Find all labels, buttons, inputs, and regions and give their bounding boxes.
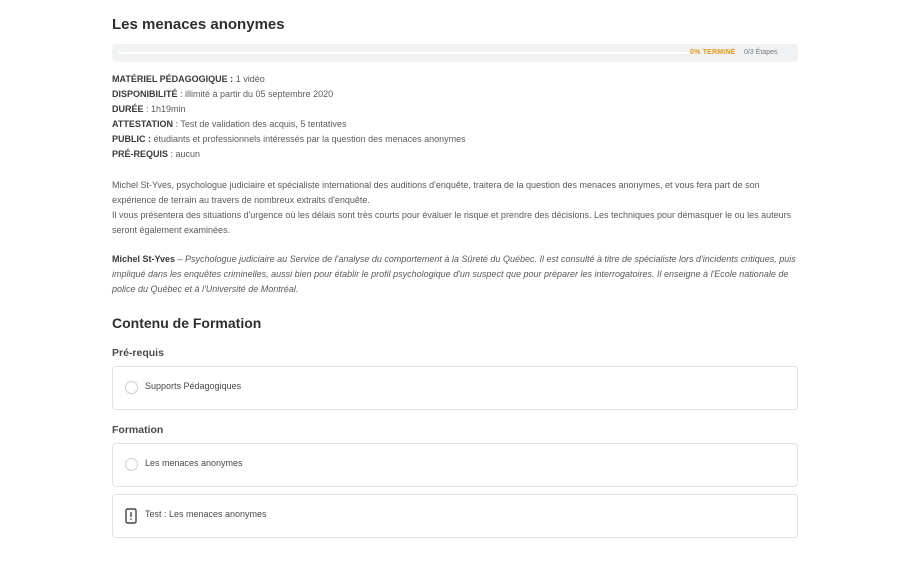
meta-value: : 1h19min	[143, 104, 186, 114]
meta-key: MATÉRIEL PÉDAGOGIQUE :	[112, 74, 234, 84]
quiz-icon	[125, 508, 137, 524]
progress-steps: 0/3 Étapes	[744, 49, 778, 56]
instructor-bio	[112, 252, 802, 297]
meta-value: 1 vidéo	[233, 74, 265, 84]
meta-value: : aucun	[168, 149, 201, 159]
meta-key: ATTESTATION	[112, 119, 173, 129]
meta-row-duration	[112, 102, 466, 117]
circle-status-icon	[125, 381, 138, 394]
meta-value: étudiants et professionnels intéressés par la question des menaces anonymes	[151, 134, 466, 144]
meta-key: DURÉE	[112, 104, 144, 114]
lesson-label: Les menaces anonymes	[145, 458, 243, 468]
lesson-label: Supports Pédagogiques	[145, 381, 242, 391]
meta-key: PUBLIC :	[112, 134, 151, 144]
meta-key: PRÉ-REQUIS	[112, 149, 169, 159]
progress-status: 0% TERMINÉ	[690, 49, 736, 56]
quiz-item[interactable]	[112, 494, 798, 538]
section-title-training: Formation	[112, 424, 164, 436]
course-title: Les menaces anonymes	[112, 16, 285, 33]
meta-row-audience	[112, 132, 466, 147]
meta-value: : illimité à partir du 05 septembre 2020	[177, 89, 334, 99]
meta-row-availability	[112, 87, 466, 102]
meta-key: DISPONIBILITÉ	[112, 89, 178, 99]
lesson-item[interactable]	[112, 443, 798, 487]
section-title-prerequisites: Pré-requis	[112, 347, 164, 359]
instructor-name: Michel St-Yves	[112, 254, 176, 264]
progress-track	[118, 52, 688, 54]
course-meta	[112, 72, 466, 162]
content-heading: Contenu de Formation	[112, 315, 262, 331]
description-paragraph-1: Michel St-Yves, psychologue judiciaire et spécialiste international des auditions d'enquête, traitera de la question des menaces anonymes, et vous fera part de son expérience de terrain au travers de nombreux extraits d'enquête.	[112, 180, 760, 205]
course-description	[112, 178, 802, 238]
meta-row-certificate	[112, 117, 466, 132]
lesson-label: Test : Les menaces anonymes	[145, 509, 267, 519]
instructor-description: – Psychologue judiciaire au Service de l'analyse du comportement à la Sûreté du Québec. Il est consulté à titre de spécialiste lors d'incidents critiques, puis impliqué dans les enquêtes criminelles, aussi bien pour établir le profil psychologique d'un suspect que pour préparer les interrogatoires. Il enseigne à l'Ecole nationale de police du Québec et à l'Université de Montréal.	[112, 254, 796, 294]
meta-row-material	[112, 72, 466, 87]
circle-status-icon	[125, 458, 138, 471]
lesson-item[interactable]	[112, 366, 798, 410]
meta-value: : Test de validation des acquis, 5 tentatives	[173, 119, 347, 129]
description-paragraph-2: Il vous présentera des situations d'urgence où les délais sont très courts pour évaluer le risque et prendre des décisions. Les techniques pour démasquer le ou les auteurs seront également examinées.	[112, 210, 792, 235]
meta-row-prerequisites	[112, 147, 466, 162]
